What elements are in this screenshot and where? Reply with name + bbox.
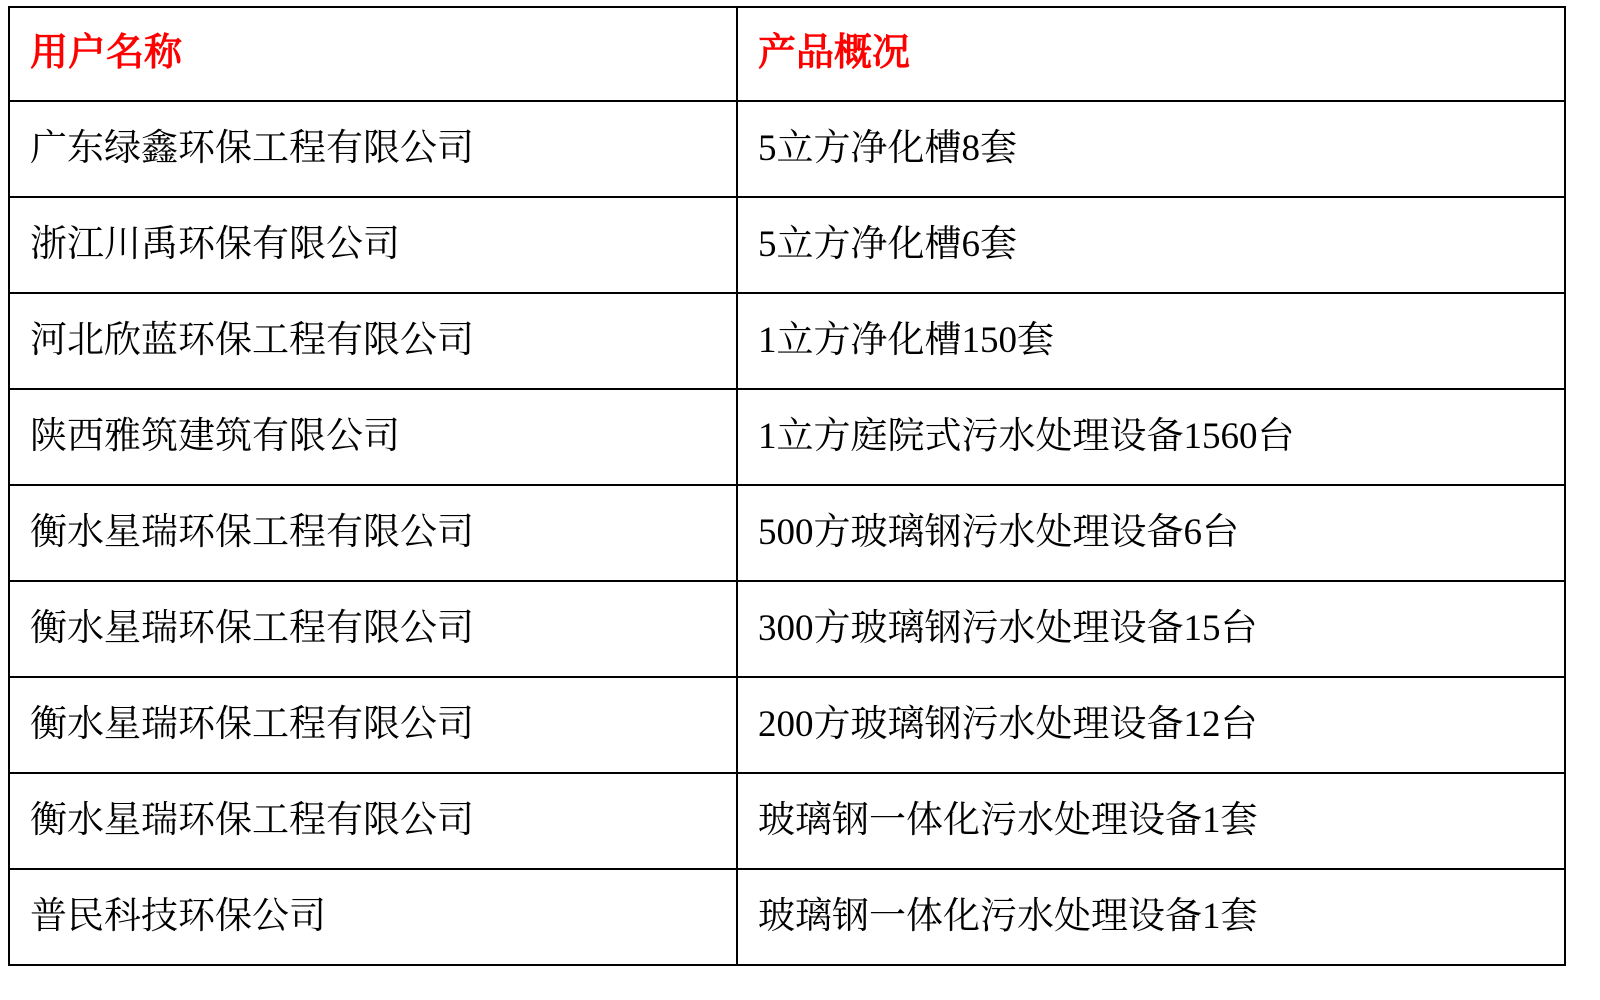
- cell-user-name: 衡水星瑞环保工程有限公司: [9, 581, 737, 677]
- cell-product-overview: 500方玻璃钢污水处理设备6台: [737, 485, 1565, 581]
- table-row: [9, 869, 1565, 965]
- table-row: [9, 773, 1565, 869]
- column-header-product-overview: 产品概况: [737, 7, 1565, 101]
- table-header: [9, 7, 1565, 101]
- cell-product-overview: 1立方净化槽150套: [737, 293, 1565, 389]
- cell-user-name: 衡水星瑞环保工程有限公司: [9, 773, 737, 869]
- cell-product-overview: 玻璃钢一体化污水处理设备1套: [737, 869, 1565, 965]
- table-row: [9, 677, 1565, 773]
- column-header-user-name: 用户名称: [9, 7, 737, 101]
- cell-product-overview: 5立方净化槽6套: [737, 197, 1565, 293]
- cell-user-name: 衡水星瑞环保工程有限公司: [9, 485, 737, 581]
- table-row: [9, 389, 1565, 485]
- cell-user-name: 河北欣蓝环保工程有限公司: [9, 293, 737, 389]
- user-product-table: [8, 6, 1566, 966]
- cell-user-name: 浙江川禹环保有限公司: [9, 197, 737, 293]
- cell-user-name: 衡水星瑞环保工程有限公司: [9, 677, 737, 773]
- table-row: [9, 581, 1565, 677]
- document-page: [0, 6, 1600, 1000]
- table-header-row: [9, 7, 1565, 101]
- cell-product-overview: 玻璃钢一体化污水处理设备1套: [737, 773, 1565, 869]
- table-body: [9, 101, 1565, 965]
- table-row: [9, 101, 1565, 197]
- cell-user-name: 普民科技环保公司: [9, 869, 737, 965]
- table-row: [9, 485, 1565, 581]
- cell-product-overview: 5立方净化槽8套: [737, 101, 1565, 197]
- table-row: [9, 197, 1565, 293]
- table-row: [9, 293, 1565, 389]
- cell-product-overview: 1立方庭院式污水处理设备1560台: [737, 389, 1565, 485]
- cell-user-name: 陕西雅筑建筑有限公司: [9, 389, 737, 485]
- cell-product-overview: 300方玻璃钢污水处理设备15台: [737, 581, 1565, 677]
- cell-user-name: 广东绿鑫环保工程有限公司: [9, 101, 737, 197]
- cell-product-overview: 200方玻璃钢污水处理设备12台: [737, 677, 1565, 773]
